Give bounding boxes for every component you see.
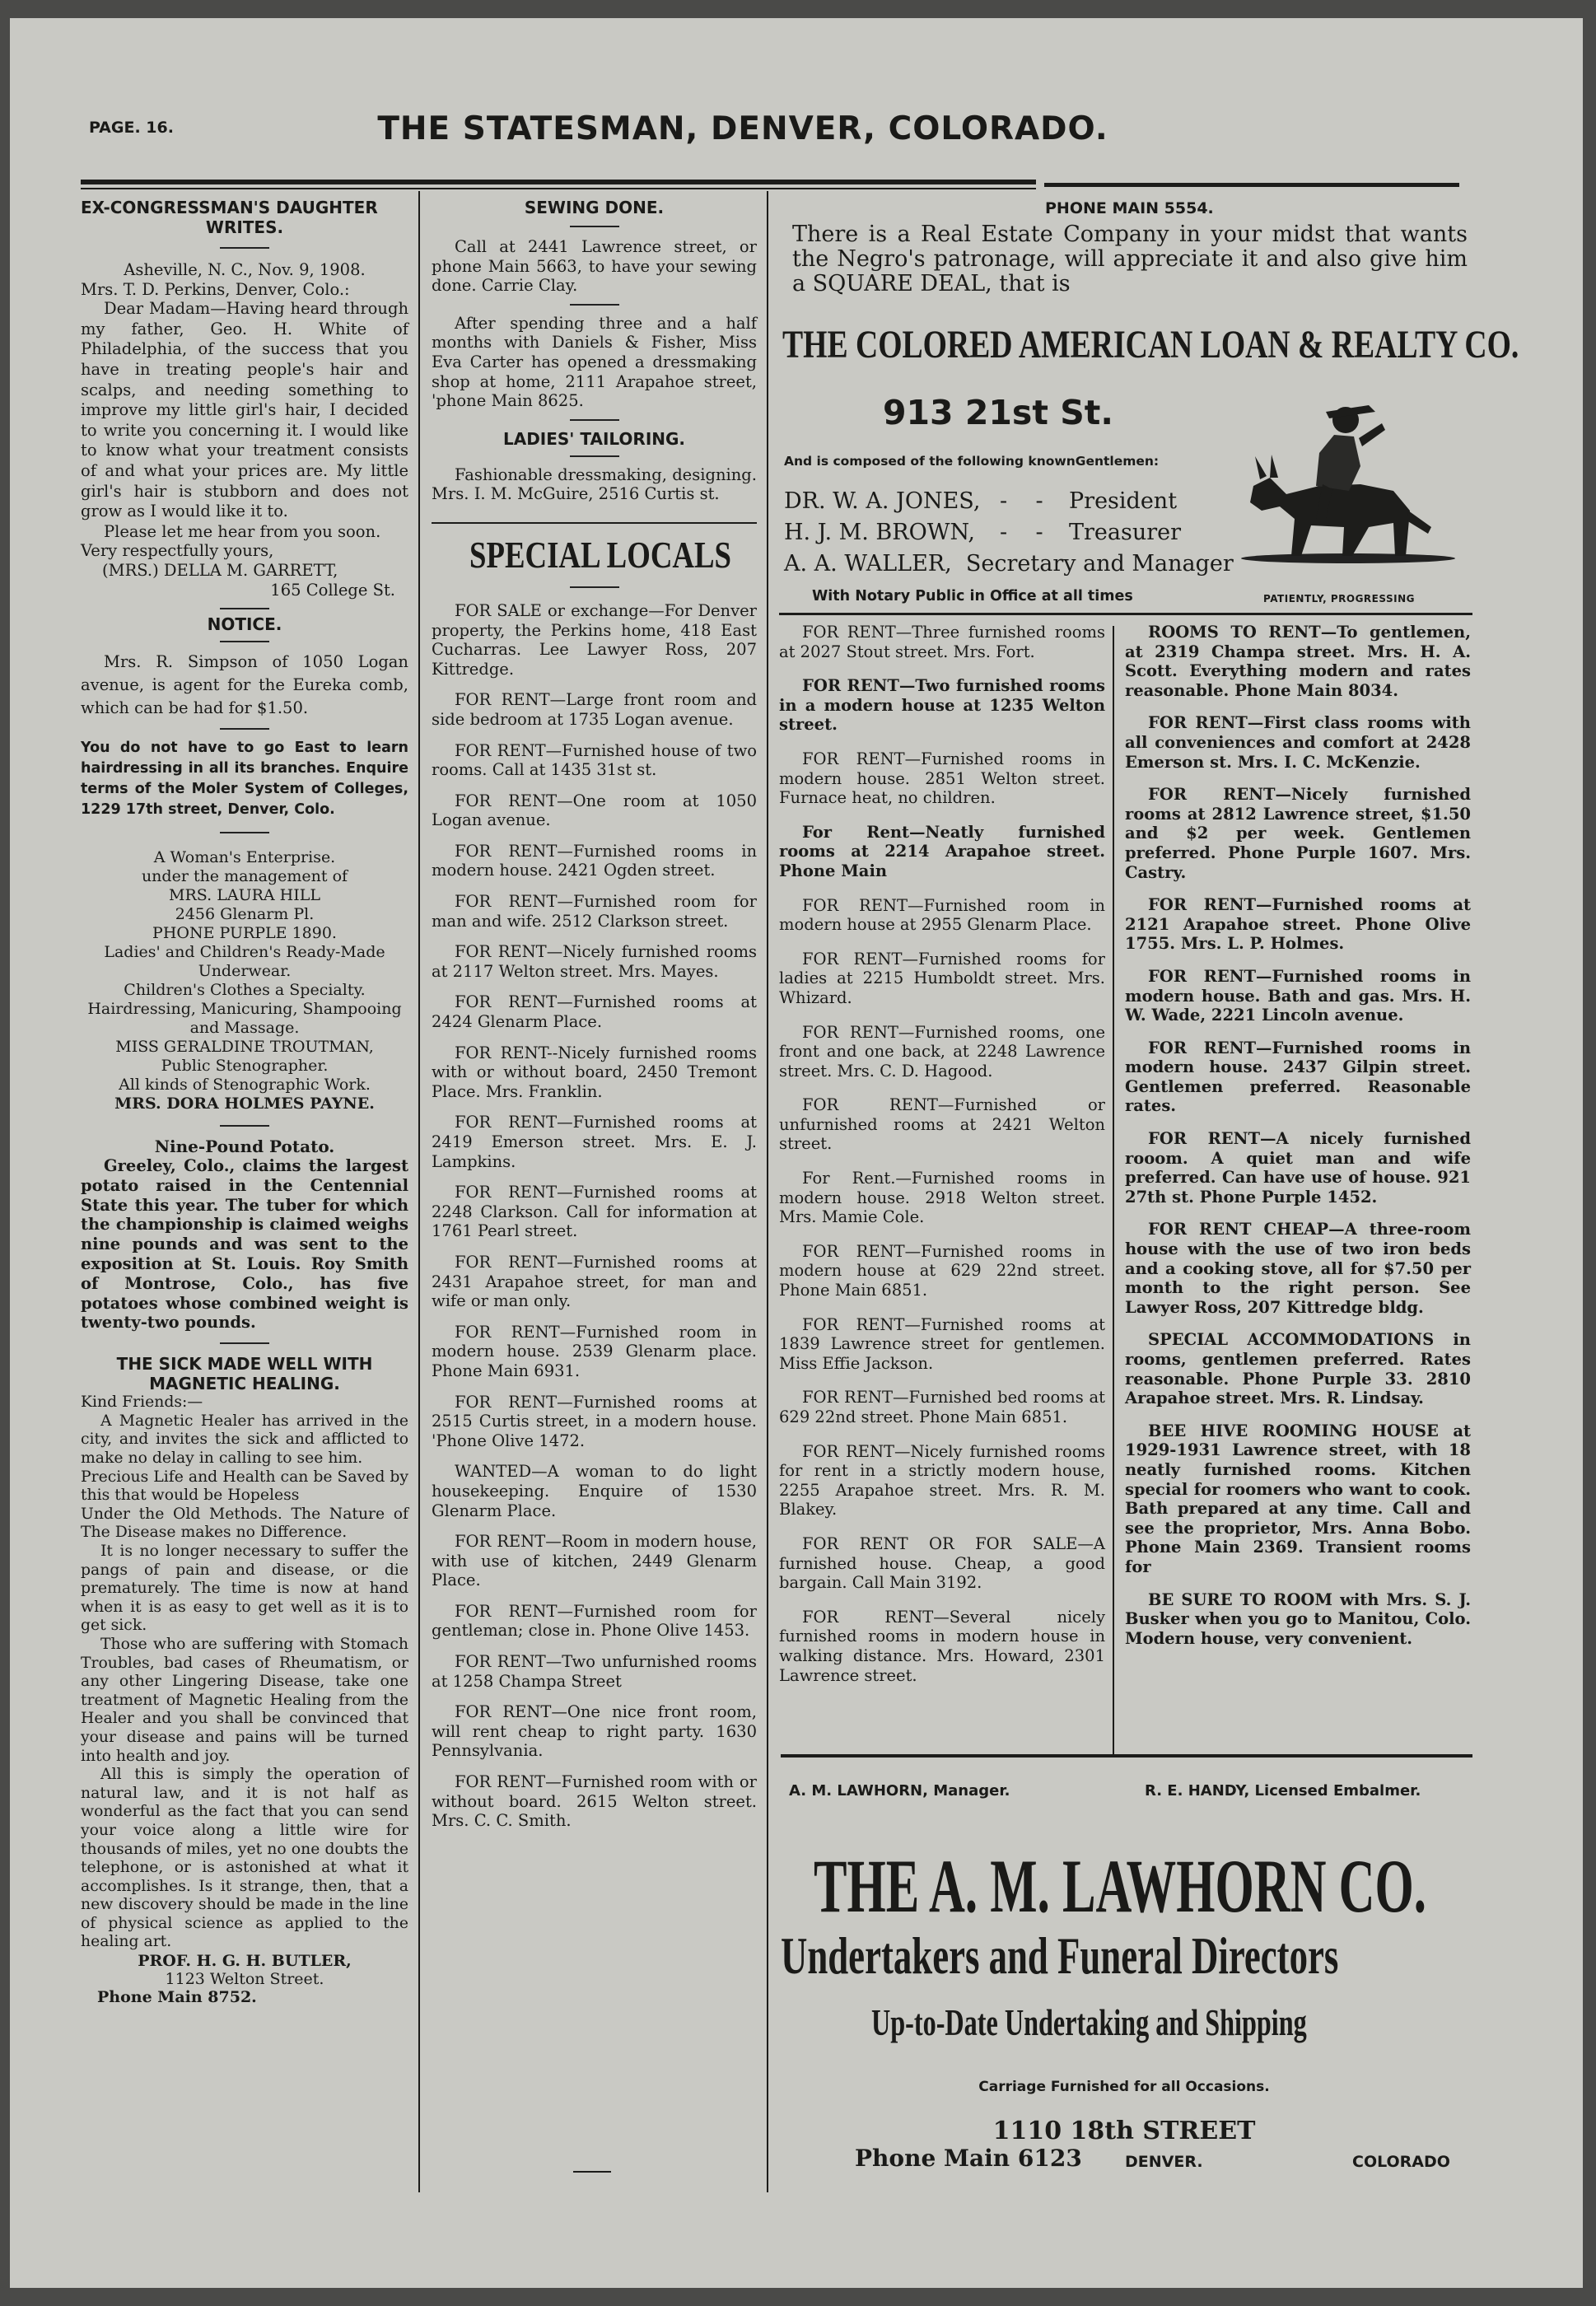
classified-ad: WANTED—A woman to do light housekeeping. Enquire of 1530 Glenarm Place. bbox=[432, 1462, 757, 1520]
sick-body bbox=[81, 1393, 408, 1952]
ad-line: Hairdressing, Manicuring, Shampooing and Massage. bbox=[87, 1000, 402, 1038]
letter-body: Dear Madam—Having heard through my father, Geo. H. White of Philadelphia, of the success that you have in treating people's hair and scalps, and needing something to improve my little girl's hair, I decided to write you concerning it. I would like to know what your treatment consists of and what your prices are. My little girl's hair is stubborn and does not grow as I would like it to. bbox=[81, 299, 408, 521]
lawhorn-state: COLORADO bbox=[1352, 2153, 1450, 2171]
realty-officers bbox=[784, 486, 1234, 580]
newspaper-title: THE STATESMAN, DENVER, COLORADO. bbox=[377, 110, 1108, 147]
body-line: Kind Friends:— bbox=[81, 1393, 203, 1412]
body-para: Under the Old Methods. The Nature of The Disease makes no Difference. bbox=[81, 1505, 408, 1542]
classified-ad: FOR RENT—Nicely furnished rooms at 2117 Welton street. Mrs. Mayes. bbox=[432, 942, 757, 981]
ad-line: PHONE PURPLE 1890. bbox=[152, 924, 337, 943]
masthead-rule-right bbox=[1044, 183, 1459, 187]
column-3 bbox=[779, 623, 1105, 1700]
column-2 bbox=[432, 198, 757, 1842]
classified-ad: FOR RENT--Nicely furnished rooms with or without board, 2450 Tremont Place. Mrs. Franklin. bbox=[432, 1043, 757, 1101]
officer-name: H. J. M. BROWN, bbox=[784, 520, 975, 545]
classified-ad: FOR RENT—Three furnished rooms at 2027 Stout street. Mrs. Fort. bbox=[779, 623, 1105, 661]
classified-ad: FOR RENT—Furnished room for man and wife. 2512 Clarkson street. bbox=[432, 892, 757, 931]
classified-ad: BE SURE TO ROOM with Mrs. S. J. Busker when you go to Manitou, Colo. Modern house, very convenient. bbox=[1125, 1589, 1471, 1648]
tailoring-headline: LADIES' TAILORING. bbox=[502, 428, 686, 449]
classified-ad: FOR RENT—Two unfurnished rooms at 1258 Champa Street bbox=[432, 1652, 757, 1691]
letter-signature: (MRS.) DELLA M. GARRETT, bbox=[102, 560, 338, 580]
potato-body: Greeley, Colo., claims the largest potato raised in the Centennial State this year. The tuber for which the championship is claimed weighs nine pounds and was sent to the exposition at St. Louis. Roy Smith of Montrose, Colo., has five potatoes whose combined weight is twenty-two pounds. bbox=[81, 1156, 408, 1333]
woman-enterprise-ad bbox=[81, 848, 408, 1113]
realty-company-name: THE COLORED AMERICAN LOAN & REALTY CO. bbox=[782, 323, 1519, 366]
section-dash bbox=[220, 832, 269, 833]
classified-ad: FOR RENT—One nice front room, will rent cheap to right party. 1630 Pennsylvania. bbox=[432, 1702, 757, 1761]
column-divider bbox=[1113, 626, 1114, 1754]
lawhorn-company-name: THE A. M. LAWHORN CO. bbox=[814, 1844, 1426, 1928]
lawhorn-street: 1110 18th STREET bbox=[992, 2117, 1256, 2145]
classified-ad: FOR RENT—Furnished rooms in modern house. 2851 Welton street. Furnace heat, no children. bbox=[779, 749, 1105, 808]
letter-salutation: Mrs. T. D. Perkins, Denver, Colo.: bbox=[81, 279, 350, 299]
tailoring-body: Fashionable dressmaking, designing. Mrs. I. M. McGuire, 2516 Curtis st. bbox=[432, 464, 757, 504]
section-dash bbox=[570, 419, 619, 421]
ad-line: All kinds of Stenographic Work. bbox=[119, 1076, 371, 1095]
column-divider bbox=[418, 191, 420, 2192]
notice-headline: NOTICE. bbox=[207, 614, 282, 635]
realty-logo-caption: PATIENTLY, PROGRESSING bbox=[1263, 593, 1415, 605]
classified-ad: FOR RENT—Furnished rooms in modern house at 629 22nd street. Phone Main 6851. bbox=[779, 1241, 1105, 1300]
classified-ad: FOR RENT—Furnished or unfurnished rooms at 2421 Welton street. bbox=[779, 1095, 1105, 1154]
classifieds-col4 bbox=[1125, 623, 1471, 1648]
headline-line: EX-CONGRESSMAN'S DAUGHTER bbox=[81, 198, 378, 217]
section-dash bbox=[220, 608, 269, 609]
realty-notary: With Notary Public in Office at all times bbox=[812, 588, 1133, 605]
classified-ad: FOR RENT—Furnished rooms at 2424 Glenarm Place. bbox=[432, 992, 757, 1032]
healer-name: PROF. H. G. H. BUTLER, bbox=[138, 1952, 352, 1971]
realty-ad bbox=[776, 199, 1519, 616]
classified-ad: FOR RENT—Furnished house of two rooms. Call at 1435 31st st. bbox=[432, 740, 757, 780]
ad-line: MRS. LAURA HILL bbox=[169, 886, 320, 905]
realty-address: 913 21st St. bbox=[883, 393, 1113, 432]
classified-ad: FOR RENT—Furnished rooms at 2515 Curtis street, in a modern house. 'Phone Olive 1472. bbox=[432, 1392, 757, 1450]
classified-ad: FOR RENT—Furnished rooms at 1839 Lawrence street for gentlemen. Miss Effie Jackson. bbox=[779, 1314, 1105, 1373]
classified-ad: FOR RENT—One room at 1050 Logan avenue. bbox=[432, 791, 757, 830]
letter-address: 165 College St. bbox=[270, 580, 395, 600]
lawhorn-tagline: Undertakers and Funeral Directors bbox=[781, 1926, 1339, 1985]
classified-ad: FOR SALE or exchange—For Denver property, the Perkins home, 418 East Cucharras. Lee Lawyer Ross, 207 Kittredge. bbox=[432, 600, 757, 679]
healer-address: 1123 Welton Street. bbox=[165, 1970, 324, 1989]
lawhorn-manager: A. M. LAWHORN, Manager. bbox=[789, 1782, 1010, 1800]
ad-line: Public Stenographer. bbox=[161, 1057, 329, 1076]
moler-ad: You do not have to go East to learn hairdressing in all its branches. Enquire terms of the Moler System of Colleges, 1229 17th street, Denver, Colo. bbox=[81, 740, 408, 819]
classified-ad: FOR RENT—Furnished rooms in modern house. 2437 Gilpin street. Gentlemen preferred. Reasonable rates. bbox=[1125, 1038, 1471, 1116]
section-dash bbox=[220, 1342, 269, 1344]
lawhorn-top-rule bbox=[781, 1754, 1472, 1758]
classified-ad: SPECIAL ACCOMMODATIONS in rooms, gentlemen preferred. Rates reasonable. Phone Purple 33. 2810 Arapahoe street. Mrs. R. Lindsay. bbox=[1125, 1330, 1471, 1408]
classified-ad: FOR RENT—Furnished bed rooms at 629 22nd street. Phone Main 6851. bbox=[779, 1388, 1105, 1426]
special-locals-headline: SPECIAL LOCALS bbox=[469, 533, 732, 576]
ad-line: under the management of bbox=[141, 867, 348, 886]
officer-role: President bbox=[1069, 488, 1178, 514]
special-locals-ads bbox=[432, 601, 757, 1831]
section-dash bbox=[570, 226, 619, 227]
letter-date: Asheville, N. C., Nov. 9, 1908. bbox=[124, 260, 366, 279]
classified-ad: For Rent—Neatly furnished rooms at 2214 Arapahoe street. Phone Main bbox=[779, 822, 1105, 880]
lawhorn-carriage: Carriage Furnished for all Occasions. bbox=[978, 2079, 1270, 2095]
newspaper-page bbox=[10, 18, 1583, 2288]
masthead-rule-thin bbox=[81, 188, 1036, 189]
body-para: It is no longer necessary to suffer the pangs of pain and disease, or die prematurely. The time is now at hand when it is as easy to get well as it is to get sick. bbox=[81, 1543, 408, 1635]
headline-line: THE SICK MADE WELL WITH bbox=[116, 1354, 373, 1375]
classified-ad: FOR RENT—Nicely furnished rooms at 2812 Lawrence street, $1.50 and $2 per week. Gentlemen preferred. Phone Purple 1607. Mrs. Castry. bbox=[1125, 785, 1471, 882]
officer-name: A. A. WALLER, bbox=[784, 551, 952, 576]
lawhorn-city: DENVER. bbox=[1125, 2153, 1203, 2171]
realty-bottom-rule bbox=[779, 613, 1472, 615]
letter-close: Very respectfully yours, bbox=[81, 541, 274, 561]
sewing-headline: SEWING DONE. bbox=[524, 198, 665, 217]
ad-line: 2456 Glenarm Pl. bbox=[175, 905, 315, 924]
officer-role: Treasurer bbox=[1069, 520, 1182, 545]
classifieds-col3 bbox=[779, 623, 1105, 1685]
section-dash bbox=[573, 2171, 611, 2173]
officer-role: Secretary and Manager bbox=[965, 551, 1234, 576]
officer-row: DR. W. A. JONES, - - President bbox=[784, 486, 1171, 517]
ad-line: MRS. DORA HOLMES PAYNE. bbox=[114, 1095, 375, 1113]
classified-ad: FOR RENT—Furnished rooms in modern house. Bath and gas. Mrs. H. W. Wade, 2221 Lincoln avenue. bbox=[1125, 966, 1471, 1025]
classified-ad: FOR RENT—Furnished rooms at 2121 Arapahoe street. Phone Olive 1755. Mrs. L. P. Holmes. bbox=[1125, 895, 1471, 954]
healer-phone: Phone Main 8752. bbox=[97, 1988, 257, 2007]
realty-logo bbox=[1237, 387, 1459, 585]
classified-ad: FOR RENT—Furnished rooms in modern house. 2421 Ogden street. bbox=[432, 841, 757, 880]
headline-line: WRITES. bbox=[205, 217, 284, 237]
section-dash bbox=[220, 1125, 269, 1127]
donkey-rider-icon bbox=[1237, 387, 1459, 585]
lawhorn-embalmer: R. E. HANDY, Licensed Embalmer. bbox=[1145, 1782, 1421, 1800]
classified-ad: FOR RENT—Furnished room for gentleman; close in. Phone Olive 1453. bbox=[432, 1601, 757, 1641]
lawhorn-ad bbox=[776, 1754, 1472, 2199]
classified-ad: BEE HIVE ROOMING HOUSE at 1929-1931 Lawrence street, with 18 neatly furnished rooms. Kitchen special for roomers who want to cook. Bath prepared at any time. Call and see the proprietor, Mrs. Anna Bobo. Phone Main 2369. Transient rooms for bbox=[1125, 1421, 1471, 1576]
classified-ad: FOR RENT—Room in modern house, with use of kitchen, 2449 Glenarm Place. bbox=[432, 1532, 757, 1590]
body-para: Precious Life and Health can be Saved by this that would be Hopeless bbox=[81, 1468, 408, 1505]
classified-ad: FOR RENT—First class rooms with all conveniences and comfort at 2428 Emerson st. Mrs. I. C. McKenzie. bbox=[1125, 713, 1471, 772]
classified-ad: FOR RENT—Several nicely furnished rooms in modern house in walking distance. Mrs. Howard, 2301 Lawrence street. bbox=[779, 1607, 1105, 1685]
classified-ad: FOR RENT—Furnished rooms, one front and one back, at 2248 Lawrence street. Mrs. C. D. Hagood. bbox=[779, 1022, 1105, 1081]
column-divider bbox=[767, 191, 768, 2192]
ad-line: Children's Clothes a Specialty. bbox=[124, 981, 366, 1000]
classified-ad: For Rent.—Furnished rooms in modern house. 2918 Welton street. Mrs. Mamie Cole. bbox=[779, 1169, 1105, 1227]
classified-ad: FOR RENT—Two furnished rooms in a modern house at 1235 Welton street. bbox=[779, 676, 1105, 735]
classified-ad: FOR RENT—Furnished rooms at 2431 Arapahoe street, for man and wife or man only. bbox=[432, 1252, 757, 1311]
classified-ad: FOR RENT CHEAP—A three-room house with the use of two iron beds and a cooking stove, all for $7.50 per month to the right person. See Lawyer Ross, 207 Kittredge bldg. bbox=[1125, 1220, 1471, 1317]
headline-line: MAGNETIC HEALING. bbox=[149, 1374, 340, 1394]
potato-headline: Nine-Pound Potato. bbox=[154, 1137, 335, 1157]
locals-headline-wrap bbox=[432, 534, 757, 580]
classified-ad: FOR RENT—Furnished room in modern house at 2955 Glenarm Place. bbox=[779, 895, 1105, 935]
column-4 bbox=[1125, 623, 1471, 1648]
section-dash bbox=[570, 304, 619, 306]
body-para: All this is simply the operation of natural law, and it is not half as wonderful as the fact that you can send your voice along a little wire for thousands of miles, yet no one doubts the telephone, or is astonished at what it accomplishes. Is it strange, then, that a new discovery should be made in the line of physical science as applied to the healing art. bbox=[81, 1766, 408, 1951]
officer-row bbox=[784, 548, 1234, 580]
section-rule bbox=[432, 522, 757, 524]
headline-congressman-daughter bbox=[81, 198, 408, 237]
daniels-body: After spending three and a half months with Daniels & Fisher, Miss Eva Carter has opened a dressmaking shop at home, 2111 Arapahoe street, 'phone Main 8625. bbox=[432, 313, 757, 411]
section-dash bbox=[220, 641, 269, 642]
body-para: Those who are suffering with Stomach Troubles, bad cases of Rheumatism, or any other Lingering Disease, take one treatment of Magnetic Healing from the Healer and you shall be convinced that your disease and pains will be turned into health and joy. bbox=[81, 1635, 408, 1765]
classified-ad: FOR RENT—Large front room and side bedroom at 1735 Logan avenue. bbox=[432, 690, 757, 729]
officer-row: H. J. M. BROWN, - - Treasurer bbox=[784, 517, 1171, 548]
classified-ad: FOR RENT—Furnished rooms at 2419 Emerson street. Mrs. E. J. Lampkins. bbox=[432, 1113, 757, 1171]
ad-line: MISS GERALDINE TROUTMAN, bbox=[115, 1038, 374, 1057]
realty-intro: There is a Real Estate Company in your midst that wants the Negro's patronage, will appreciate it and also give him a SQUARE DEAL, that is bbox=[792, 222, 1468, 296]
classified-ad: FOR RENT—Furnished room in modern house. 2539 Glenarm place. Phone Main 6931. bbox=[432, 1322, 757, 1380]
ad-line: Ladies' and Children's Ready-Made Underwear. bbox=[104, 943, 385, 981]
classified-ad: FOR RENT—A nicely furnished rooom. A quiet man and wife preferred. Can have use of house. 921 27th st. Phone Purple 1452. bbox=[1125, 1129, 1471, 1207]
classified-ad: FOR RENT—Furnished rooms for ladies at 2215 Humboldt street. Mrs. Whizard. bbox=[779, 949, 1105, 1007]
classified-ad: ROOMS TO RENT—To gentlemen, at 2319 Champa street. Mrs. H. A. Scott. Everything modern and rates reasonable. Phone Main 8034. bbox=[1125, 623, 1471, 700]
classified-ad: FOR RENT—Furnished room with or without board. 2615 Welton street. Mrs. C. C. Smith. bbox=[432, 1772, 757, 1831]
section-dash bbox=[220, 728, 269, 730]
classified-ad: FOR RENT—Nicely furnished rooms for rent in a strictly modern house, 2255 Arapahoe street. Mrs. R. M. Blakey. bbox=[779, 1441, 1105, 1519]
section-dash bbox=[570, 455, 619, 457]
sick-headline bbox=[81, 1354, 408, 1393]
body-para: A Magnetic Healer has arrived in the city, and invites the sick and afflicted to make no delay in calling to see him. bbox=[81, 1412, 408, 1468]
lawhorn-phone: Phone Main 6123 bbox=[855, 2145, 1082, 2172]
sewing-body: Call at 2441 Lawrence street, or phone Main 5663, to have your sewing done. Carrie Clay. bbox=[432, 237, 757, 296]
realty-composed: And is composed of the following knownGentlemen: bbox=[784, 454, 1160, 469]
ad-line: A Woman's Enterprise. bbox=[153, 848, 336, 867]
section-dash bbox=[570, 586, 619, 588]
section-dash bbox=[220, 247, 269, 249]
page-number: PAGE. 16. bbox=[89, 119, 174, 137]
letter-close: Please let me hear from you soon. bbox=[104, 521, 381, 541]
column-1 bbox=[81, 198, 408, 2006]
classified-ad: FOR RENT—Furnished rooms at 2248 Clarkson. Call for information at 1761 Pearl street. bbox=[432, 1183, 757, 1241]
masthead-rule bbox=[81, 180, 1036, 184]
realty-phone: PHONE MAIN 5554. bbox=[1045, 199, 1214, 217]
classified-ad: FOR RENT OR FOR SALE—A furnished house. Cheap, a good bargain. Call Main 3192. bbox=[779, 1533, 1105, 1593]
lawhorn-subtitle: Up-to-Date Undertaking and Shipping bbox=[871, 2001, 1307, 2043]
notice-body: Mrs. R. Simpson of 1050 Logan avenue, is agent for the Eureka comb, which can be had for $1.50. bbox=[81, 652, 408, 718]
officer-name: DR. W. A. JONES, bbox=[784, 488, 981, 514]
